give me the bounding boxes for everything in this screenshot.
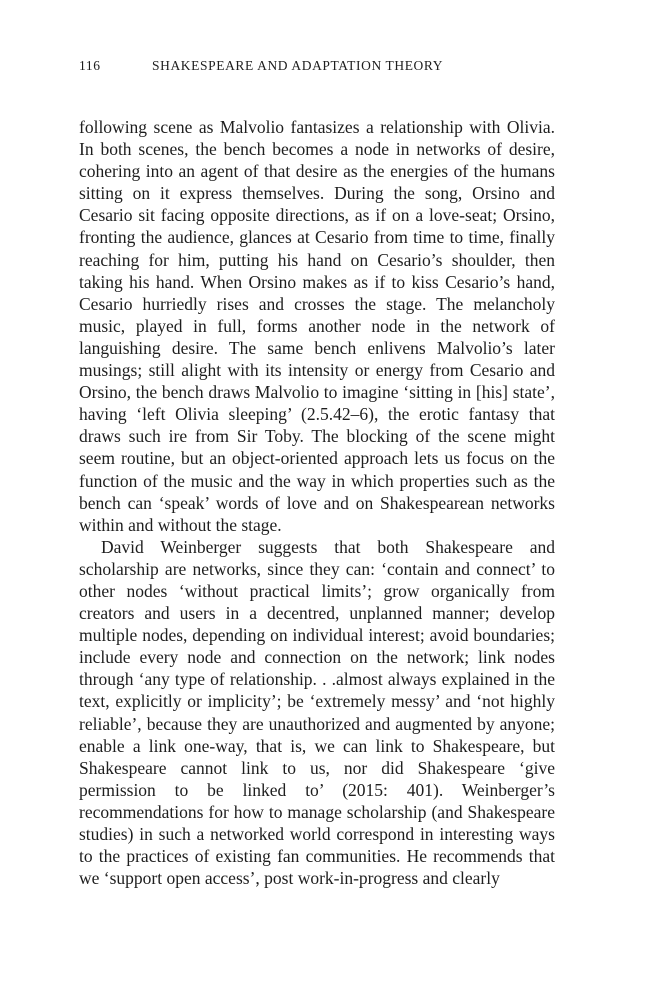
paragraph-weinberger: David Weinberger suggests that both Shakespeare and scholarship are networks, since they can: ‘contain and connect’ to other nodes ‘without practical limits’; grow organically from creators and users in a decentred, unplanned manner; develop multiple nodes, depending on individual interest; avoid boundaries; include every node and connection on the network; link nodes through ‘any type of relationship. . .almost always explained in the text, explicitly or implicity’; be ‘extremely messy’ and ‘not highly reliable’, because they are unauthorized and augmented by anyone; enable a link one-way, that is, we can link to Shakespeare, but Shakespeare cannot link to us, nor did Shakespeare ‘give permission to be linked to’ (2015: 401). Weinberger’s recommendations for how to manage scholarship (and Shakespeare studies) in such a networked world correspond in interesting ways to the practices of existing fan communities. He recommends that we ‘support open access’, post work-in-progress and clearly: [79, 536, 555, 889]
page-number: 116: [79, 58, 101, 73]
running-title: SHAKESPEARE AND ADAPTATION THEORY: [152, 58, 444, 73]
running-head: [79, 58, 576, 78]
body-text: [79, 116, 555, 889]
paragraph-continued: following scene as Malvolio fantasizes a relationship with Olivia. In both scenes, the bench becomes a node in networks of desire, cohering into an agent of that desire as the energies of the humans sitting on it express themselves. During the song, Orsino and Cesario sit facing opposite directions, as if on a love-seat; Orsino, fronting the audience, glances at Cesario from time to time, finally reaching for him, putting his hand on Cesario’s shoulder, then taking his hand. When Orsino makes as if to kiss Cesario’s hand, Cesario hurriedly rises and crosses the stage. The melancholy music, played in full, forms another node in the network of languishing desire. The same bench enlivens Malvolio’s later musings; still alight with its intensity or energy from Cesario and Orsino, the bench draws Malvolio to imagine ‘sitting in [his] state’, having ‘left Olivia sleeping’ (2.5.42–6), the erotic fantasy that draws such ire from Sir Toby. The blocking of the scene might seem routine, but an object-oriented approach lets us focus on the function of the music and the way in which properties such as the bench can ‘speak’ words of love and on Shakespearean networks within and without the stage.: [79, 117, 555, 535]
